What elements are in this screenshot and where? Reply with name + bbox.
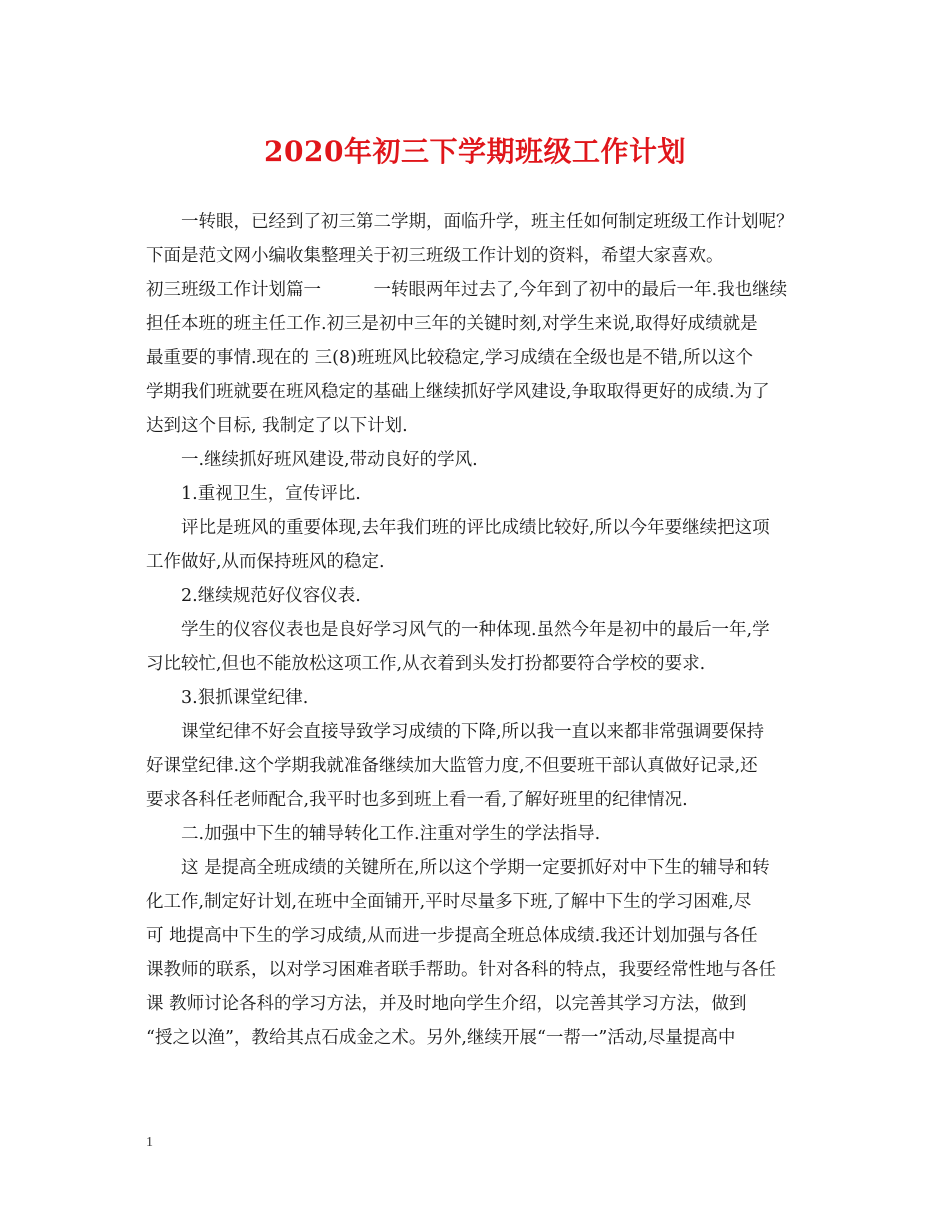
document-body: [146, 205, 806, 1055]
section-heading: 一.继续抓好班风建设,带动良好的学风.: [146, 450, 478, 470]
text-line: 一转眼，已经到了初三第二学期，面临升学，班主任如何制定班级工作计划呢？: [146, 212, 794, 232]
text-line: 评比是班风的重要体现,去年我们班的评比成绩比较好,所以今年要继续把这项: [146, 518, 770, 538]
subsection-heading: 3.狠抓课堂纪律.: [146, 688, 309, 708]
document-title: 2020年初三下学期班级工作计划: [264, 135, 686, 168]
text-line: 初三班级工作计划篇一 一转眼两年过去了,今年到了初中的最后一年.我也继续: [146, 280, 788, 300]
subsection-heading: 2.继续规范好仪容仪表.: [146, 586, 361, 606]
text-line: 工作做好,从而保持班风的稳定.: [146, 552, 385, 572]
text-line: 好课堂纪律.这个学期我就准备继续加大监管力度,不但要班干部认真做好记录,还: [146, 756, 758, 776]
text-line: 习比较忙,但也不能放松这项工作,从衣着到头发打扮都要符合学校的要求.: [146, 654, 706, 674]
text-line: 最重要的事情.现在的 三(8)班班风比较稳定,学习成绩在全级也是不错,所以这个: [146, 348, 754, 368]
subsection-heading: 1.重视卫生，宣传评比.: [146, 484, 361, 504]
text-line: 担任本班的班主任工作.初三是初中三年的关键时刻,对学生来说,取得好成绩就是: [146, 314, 758, 334]
text-line: 这 是提高全班成绩的关键所在,所以这个学期一定要抓好对中下生的辅导和转: [146, 858, 770, 878]
text-line: 化工作,制定好计划,在班中全面铺开,平时尽量多下班,了解中下生的学习困难,尽: [146, 892, 752, 912]
text-line: 学期我们班就要在班风稳定的基础上继续抓好学风建设,争取取得更好的成绩.为了: [146, 382, 770, 402]
page-number: 1: [146, 1135, 153, 1150]
text-line: 课 教师讨论各科的学习方法，并及时地向学生介绍，以完善其学习方法，做到: [146, 994, 747, 1014]
text-line: 学生的仪容仪表也是良好学习风气的一种体现.虽然今年是初中的最后一年,学: [146, 620, 770, 640]
text-line: 可 地提高中下生的学习成绩,从而进一步提高全班总体成绩.我还计划加强与各任: [146, 926, 758, 946]
text-line: 课教师的联系，以对学习困难者联手帮助。针对各科的特点，我要经常性地与各任: [146, 960, 776, 980]
text-line: “授之以渔”，教给其点石成金之术。另外,继续开展“一帮一”活动,尽量提高中: [146, 1028, 736, 1048]
text-line: 下面是范文网小编收集整理关于初三班级工作计划的资料，希望大家喜欢。: [146, 246, 724, 266]
section-heading: 二.加强中下生的辅导转化工作.注重对学生的学法指导.: [146, 824, 601, 844]
text-line: 要求各科任老师配合,我平时也多到班上看一看,了解好班里的纪律情况.: [146, 790, 688, 810]
text-line: 课堂纪律不好会直接导致学习成绩的下降,所以我一直以来都非常强调要保持: [146, 722, 765, 742]
text-line: 达到这个目标, 我制定了以下计划.: [146, 416, 408, 436]
